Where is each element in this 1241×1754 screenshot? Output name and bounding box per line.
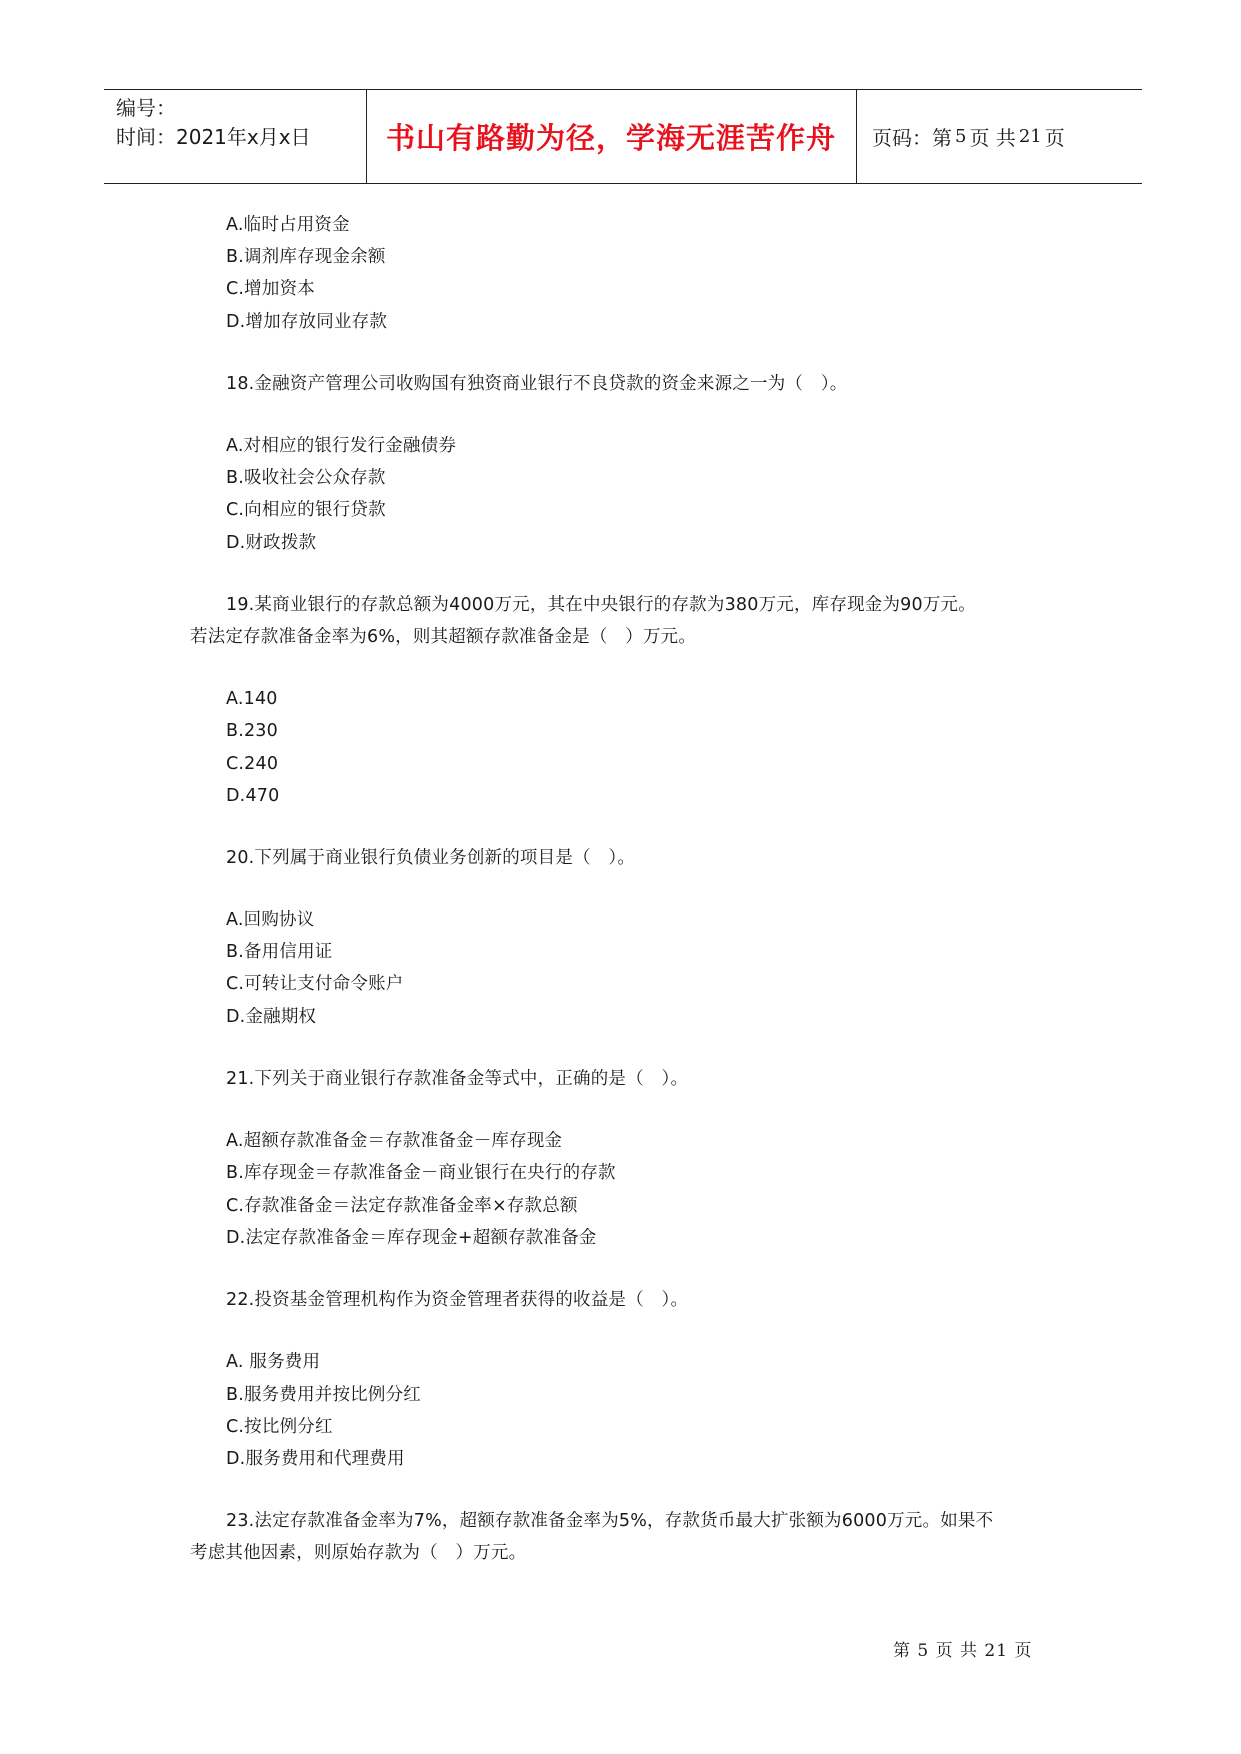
option-line: A.对相应的银行发行金融债券 xyxy=(226,436,457,456)
page-label: 页码：第 xyxy=(872,126,952,150)
page-footer: 第 5 页 共 21 页 xyxy=(893,1641,1033,1661)
option-line: C.可转让支付命令账户 xyxy=(226,974,404,994)
question-line: 考虑其他因素，则原始存款为（ ）万元。 xyxy=(190,1543,527,1563)
question-line: 19.某商业银行的存款总额为4000万元，其在中央银行的存款为380万元，库存现金为90万元。 xyxy=(226,595,976,615)
question-line: 若法定存款准备金率为6%，则其超额存款准备金是（ ）万元。 xyxy=(190,627,697,647)
option-line: D.470 xyxy=(226,786,280,806)
option-line: C.增加资本 xyxy=(226,279,315,299)
option-line: B.吸收社会公众存款 xyxy=(226,468,386,488)
option-line: B.服务费用并按比例分红 xyxy=(226,1385,421,1405)
question-line: 18.金融资产管理公司收购国有独资商业银行不良贷款的资金来源之一为（ ）。 xyxy=(226,374,848,394)
option-line: A.超额存款准备金＝存款准备金－库存现金 xyxy=(226,1131,563,1151)
header-motto: 书山有路勤为径，学海无涯苦作舟 xyxy=(385,121,836,155)
option-line: A.140 xyxy=(226,689,278,709)
option-line: D.服务费用和代理费用 xyxy=(226,1449,405,1469)
time-label: 时间：2021年x月x日 xyxy=(116,125,311,149)
header-divider xyxy=(856,90,857,183)
option-line: A.回购协议 xyxy=(226,910,315,930)
option-line: C.向相应的银行贷款 xyxy=(226,500,386,520)
option-line: D.财政拨款 xyxy=(226,533,317,553)
page-number: 5 xyxy=(955,126,967,147)
option-line: B.备用信用证 xyxy=(226,942,333,962)
page-total: 21 xyxy=(1018,126,1042,147)
option-line: A. 服务费用 xyxy=(226,1352,321,1372)
option-line: B.库存现金＝存款准备金－商业银行在央行的存款 xyxy=(226,1163,616,1183)
option-line: B.230 xyxy=(226,721,278,741)
header-page-info xyxy=(872,90,1065,183)
option-line: C.存款准备金＝法定存款准备金率×存款总额 xyxy=(226,1196,578,1216)
option-line: C.按比例分红 xyxy=(226,1417,333,1437)
question-line: 20.下列属于商业银行负债业务创新的项目是（ ）。 xyxy=(226,848,636,868)
option-line: B.调剂库存现金余额 xyxy=(226,247,386,267)
option-line: C.240 xyxy=(226,754,279,774)
option-line: D.金融期权 xyxy=(226,1007,317,1027)
number-label: 编号： xyxy=(116,96,176,120)
option-line: A.临时占用资金 xyxy=(226,215,350,235)
page-header xyxy=(104,89,1142,184)
page-mid: 页 共 xyxy=(969,126,1016,150)
question-line: 21.下列关于商业银行存款准备金等式中，正确的是（ ）。 xyxy=(226,1069,689,1089)
option-line: D.增加存放同业存款 xyxy=(226,312,388,332)
question-line: 22.投资基金管理机构作为资金管理者获得的收益是（ ）。 xyxy=(226,1290,689,1310)
question-line: 23.法定存款准备金率为7%，超额存款准备金率为5%，存款货币最大扩张额为6000万元。如果不 xyxy=(226,1511,994,1531)
header-meta xyxy=(116,94,366,152)
option-line: D.法定存款准备金＝库存现金+超额存款准备金 xyxy=(226,1228,597,1248)
page-end: 页 xyxy=(1044,126,1065,150)
